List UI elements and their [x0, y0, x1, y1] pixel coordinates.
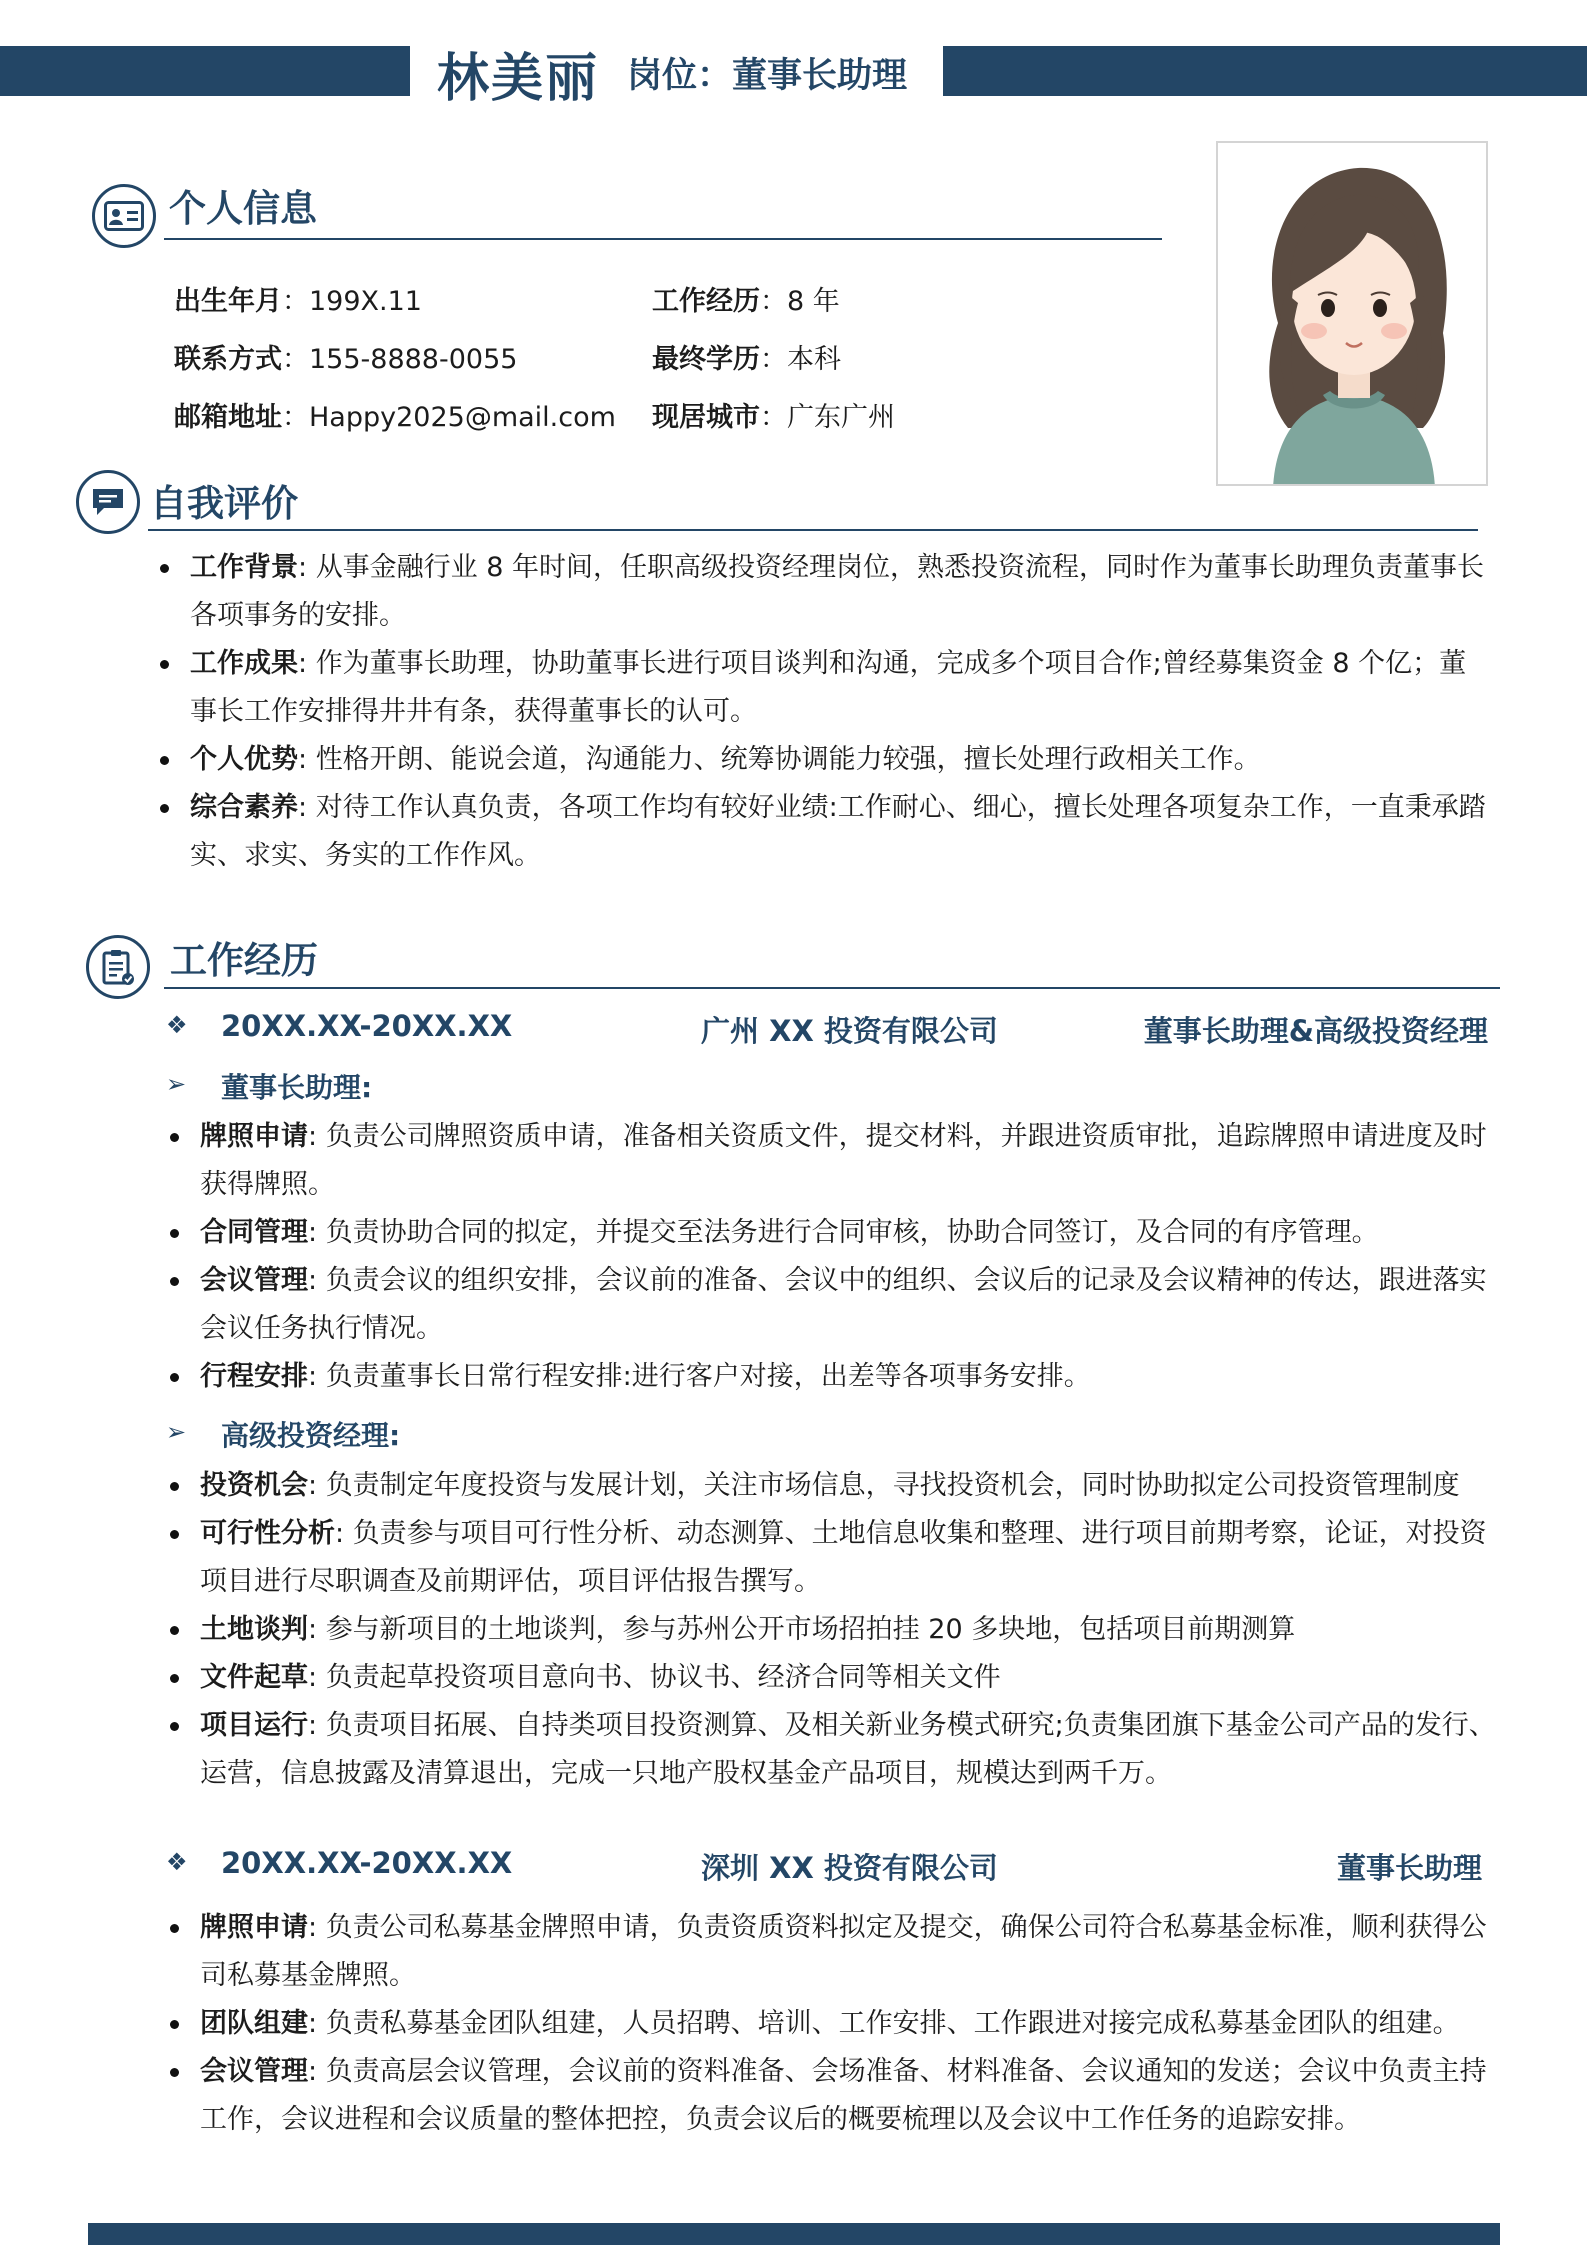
job-1-sub-1-title: 董事长助理:: [221, 1071, 373, 1104]
header-title: [437, 40, 908, 109]
job-1-sub-1-list: [200, 1113, 1500, 1401]
job-2-company: 深圳 XX 投资有限公司: [701, 1851, 998, 1885]
list-item: 会议管理: 负责会议的组织安排，会议前的准备、会议中的组织、会议后的记录及会议精神的传达，跟进落实会议任务执行情况。: [200, 1257, 1500, 1353]
info-birth: 出生年月：199X.11: [174, 286, 422, 317]
section-divider-personal: [164, 238, 1162, 240]
list-item: 土地谈判: 参与新项目的土地谈判，参与苏州公开市场招拍挂 20 多块地，包括项目前期测算: [200, 1606, 1500, 1654]
info-contact: 联系方式：155-8888-0055: [174, 344, 518, 375]
list-item: 行程安排: 负责董事长日常行程安排:进行客户对接，出差等各项事务安排。: [200, 1353, 1500, 1401]
header-bar-left: [0, 46, 410, 96]
job-2-header: [166, 1842, 1500, 1885]
header-bar-right: [943, 46, 1587, 96]
footer-bar: [88, 2223, 1500, 2245]
profile-photo: [1216, 141, 1488, 486]
section-divider-self-eval: [148, 529, 1478, 531]
info-email: 邮箱地址：Happy2025@mail.com: [174, 402, 616, 433]
job-2-list: [200, 1904, 1500, 2144]
job-2-date: 20XX.XX-20XX.XX: [221, 1846, 513, 1880]
candidate-name: 林美丽: [437, 48, 600, 109]
list-item: 工作成果: 作为董事长助理，协助董事长进行项目谈判和沟通，完成多个项目合作;曾经募集资金 8 个亿；董事长工作安排得井井有条，获得董事长的认可。: [190, 640, 1490, 736]
diamond-icon: ❖: [166, 1848, 188, 1876]
self-eval-list: [190, 544, 1490, 880]
clipboard-icon: [86, 935, 150, 999]
arrow-icon: ➢: [166, 1418, 187, 1446]
chat-bubble-icon: [76, 470, 140, 534]
list-item: 项目运行: 负责项目拓展、自持类项目投资测算、及相关新业务模式研究;负责集团旗下基金公司产品的发行、运营，信息披露及清算退出，完成一只地产股权基金产品项目，规模达到两千万。: [200, 1702, 1500, 1798]
list-item: 合同管理: 负责协助合同的拟定，并提交至法务进行合同审核，协助合同签订，及合同的有序管理。: [200, 1209, 1500, 1257]
job-1-sub-2-title: 高级投资经理:: [221, 1419, 401, 1452]
list-item: 团队组建: 负责私募基金团队组建，人员招聘、培训、工作安排、工作跟进对接完成私募基金团队的组建。: [200, 2000, 1500, 2048]
diamond-icon: ❖: [166, 1011, 188, 1039]
list-item: 可行性分析: 负责参与项目可行性分析、动态测算、土地信息收集和整理、进行项目前期考察，论证，对投资项目进行尽职调查及前期评估，项目评估报告撰写。: [200, 1510, 1500, 1606]
list-item: 综合素养: 对待工作认真负责，各项工作均有较好业绩:工作耐心、细心，擅长处理各项复杂工作，一直秉承踏实、求实、务实的工作作风。: [190, 784, 1490, 880]
job-1-header: [166, 1005, 1500, 1048]
info-education: 最终学历：本科: [652, 344, 841, 375]
job-1-company: 广州 XX 投资有限公司: [701, 1014, 998, 1048]
job-1-role: 董事长助理&高级投资经理: [1143, 1014, 1488, 1048]
arrow-icon: ➢: [166, 1070, 187, 1098]
section-title-personal: 个人信息: [169, 187, 317, 230]
job-2-role: 董事长助理: [1336, 1851, 1482, 1885]
list-item: 文件起草: 负责起草投资项目意向书、协议书、经济合同等相关文件: [200, 1654, 1500, 1702]
avatar-illustration: [1218, 143, 1488, 486]
list-item: 牌照申请: 负责公司牌照资质申请，准备相关资质文件，提交材料，并跟进资质审批，追踪牌照申请进度及时获得牌照。: [200, 1113, 1500, 1209]
section-title-self-eval: 自我评价: [150, 482, 298, 525]
list-item: 工作背景: 从事金融行业 8 年时间，任职高级投资经理岗位，熟悉投资流程，同时作为董事长助理负责董事长各项事务的安排。: [190, 544, 1490, 640]
job-1-date: 20XX.XX-20XX.XX: [221, 1009, 513, 1043]
target-position: 岗位：董事长助理: [627, 56, 908, 96]
list-item: 投资机会: 负责制定年度投资与发展计划，关注市场信息，寻找投资机会，同时协助拟定公司投资管理制度: [200, 1462, 1500, 1510]
info-experience: 工作经历：8 年: [652, 286, 840, 317]
id-card-icon: [92, 184, 156, 248]
section-divider-work: [164, 987, 1500, 989]
section-title-work: 工作经历: [170, 939, 318, 982]
list-item: 会议管理: 负责高层会议管理，会议前的资料准备、会场准备、材料准备、会议通知的发送；会议中负责主持工作，会议进程和会议质量的整体把控，负责会议后的概要梳理以及会议中工作任务的追踪安排。: [200, 2048, 1500, 2144]
info-city: 现居城市：广东广州: [652, 402, 895, 433]
list-item: 牌照申请: 负责公司私募基金牌照申请，负责资质资料拟定及提交，确保公司符合私募基金标准，顺利获得公司私募基金牌照。: [200, 1904, 1500, 2000]
list-item: 个人优势: 性格开朗、能说会道，沟通能力、统筹协调能力较强，擅长处理行政相关工作。: [190, 736, 1490, 784]
job-1-sub-2-list: [200, 1462, 1500, 1798]
